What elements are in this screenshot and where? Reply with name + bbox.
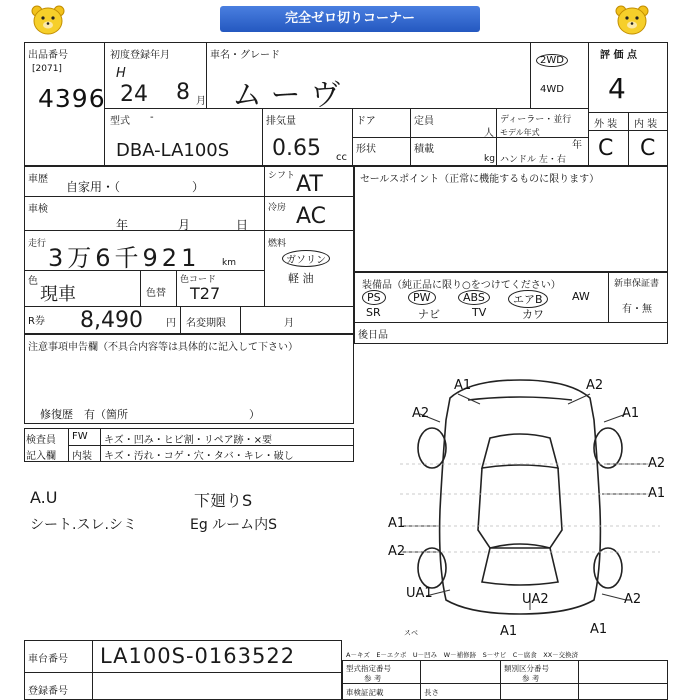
exterior-grade: C (598, 136, 614, 161)
diagram-under-label: スベ (404, 629, 418, 637)
equipment-item: PS (362, 290, 386, 305)
lot-sub: [2071] (32, 64, 62, 74)
damage-mark: A1 (648, 486, 666, 501)
equipment-item: AW (572, 290, 590, 303)
fuel-diesel: 軽 油 (288, 272, 314, 285)
equipment-item: ABS (458, 290, 490, 305)
diagram-marks (380, 350, 680, 640)
damage-mark: A2 (388, 544, 406, 559)
footer-category-num: 類別区分番号 (504, 664, 549, 673)
note-right-2: Eg ルーム内S (190, 517, 278, 533)
capacity-unit: 人 (484, 128, 494, 139)
footer-length: 長さ (424, 688, 439, 697)
color-value: 現車 (40, 284, 76, 305)
mileage-unit: km (222, 258, 236, 268)
model-year-label: モデル年式 (500, 128, 540, 137)
damage-mark: A2 (648, 456, 666, 471)
shape-label: 形状 (356, 144, 376, 155)
footer-ref-2: 参 考 (522, 674, 540, 683)
displacement-value: 0.65 (272, 136, 321, 161)
mileage-value: 3万6千921 (48, 244, 201, 272)
history-value: 自家用・（ ） (66, 180, 205, 194)
fuel-label: 燃料 (268, 239, 287, 249)
mileage-label: 走行 (28, 239, 47, 249)
name-change-label: 名変期限 (186, 318, 226, 329)
inspector-fw-items: キズ・凹み・ヒビ割・リペア跡・×要 (104, 435, 272, 446)
chassis-value: LA100S-0163522 (100, 644, 296, 668)
equipment-item: カワ (522, 308, 544, 321)
equipment-item: PW (408, 290, 436, 305)
capacity-label: 定員 (414, 116, 434, 127)
equipment-item: SR (366, 306, 381, 319)
damage-mark: A1 (388, 516, 406, 531)
year-unit: 年 (572, 140, 582, 151)
dealer-label: ディーラー・並行 (500, 115, 572, 125)
shift-label: シフト (268, 171, 296, 181)
displacement-label: 排気量 (266, 116, 296, 127)
car-name-label: 車名・グレード (210, 50, 280, 61)
lot-number: 4396 (38, 84, 106, 113)
damage-mark: UA1 (406, 586, 433, 601)
rating-label: 評 価 点 (600, 50, 637, 61)
exterior-label: 外 装 (594, 119, 618, 130)
damage-mark: A2 (624, 592, 642, 607)
aircon-label: 冷房 (268, 203, 287, 213)
handle-label: ハンドル 左・右 (500, 155, 566, 165)
first-reg-era: H (116, 66, 126, 81)
chassis-label: 車台番号 (28, 654, 68, 665)
inspector-fw: FW (72, 431, 88, 442)
inspector-label-2: 記入欄 (26, 451, 56, 462)
color-replaced-label: 色替 (146, 288, 166, 299)
load-label: 積載 (414, 144, 434, 155)
registration-label: 登録番号 (28, 686, 68, 697)
damage-mark: A2 (586, 378, 604, 393)
footer-type-num: 型式指定番号 (346, 664, 391, 673)
first-reg-year: 24 (120, 82, 148, 107)
inspection-day: 日 (236, 218, 249, 232)
inspection-year: 年 (116, 218, 129, 232)
inspection-month: 月 (178, 218, 191, 232)
damage-mark: UA2 (522, 592, 549, 607)
note-left-2: シート.スレ.シミ (30, 517, 137, 533)
door-label: ドア (356, 116, 376, 127)
equipment-item: エアB (508, 290, 548, 308)
inspection-label: 車検 (28, 204, 48, 215)
lot-label: 出品番号 (28, 50, 68, 61)
equipment-item: ナビ (418, 308, 440, 321)
drive-2wd: 2WD (536, 54, 568, 67)
teddy-bear-icon (612, 4, 652, 36)
legend: A－キズ E－エクボ U－凹み W－補修跡 S－サビ C－腐食 XX－交換済 (346, 651, 579, 659)
displacement-unit: cc (336, 152, 347, 163)
shift-value: AT (296, 172, 323, 197)
model-label: 型式 (110, 116, 130, 127)
note-right-1: 下廻りS (194, 491, 253, 510)
inspector-interior-items: キズ・汚れ・コゲ・穴・タバ・キレ・破し (104, 451, 294, 462)
first-reg-month: 8 (176, 80, 190, 105)
damage-mark: A1 (622, 406, 640, 421)
warranty-value: 有・無 (622, 304, 652, 315)
damage-mark: A1 (454, 378, 472, 393)
rating-value: 4 (608, 72, 626, 105)
name-change-unit: 月 (284, 318, 294, 329)
history-label: 車歴 (28, 174, 48, 185)
banner-text: 完全ゼロ切りコーナー (284, 11, 415, 26)
aircon-value: AC (296, 204, 327, 229)
color-code-value: T27 (190, 284, 221, 303)
note-left-1: A.U (30, 488, 58, 507)
damage-mark: A1 (500, 624, 518, 639)
footer-date: 車検証記載 (346, 688, 384, 697)
model-value: DBA-LA100S (116, 140, 230, 161)
color-code-label: 色コード (180, 275, 217, 285)
drive-4wd: 4WD (540, 84, 564, 95)
recycle-unit: 円 (166, 318, 176, 329)
interior-grade: C (640, 136, 656, 161)
footer-ref-1: 参 考 (364, 674, 382, 683)
notes-label: 注意事項申告欄（不具合内容等は具体的に記入して下さい） (28, 342, 298, 353)
equipment-label: 装備品（純正品に限り○をつけてください） (362, 280, 561, 291)
fuel-gasoline: ガソリン (282, 250, 330, 267)
damage-mark: A1 (590, 622, 608, 637)
equipment-grid (358, 290, 606, 322)
warranty-label: 新車保証書 (614, 279, 660, 289)
color-label: 色 (28, 276, 38, 287)
first-reg-month-unit: 月 (196, 96, 206, 107)
recycle-value: 8,490 (80, 308, 143, 333)
rear-seat-label: 後日品 (358, 330, 388, 341)
sales-point-label: セールスポイント（正常に機能するものに限ります） (360, 174, 600, 185)
inspector-interior: 内装 (72, 451, 92, 462)
repair-history: 修復歴 有（箇所 ） (40, 408, 260, 421)
inspector-label-1: 検査員 (26, 435, 56, 446)
interior-label: 内 装 (634, 119, 658, 130)
load-unit: kg (484, 154, 495, 164)
first-reg-label: 初度登録年月 (110, 50, 170, 61)
car-name-value: ムーヴ (232, 78, 351, 113)
model-dash: - (150, 112, 154, 123)
banner (220, 6, 480, 32)
recycle-label: R券 (28, 316, 45, 327)
damage-mark: A2 (412, 406, 430, 421)
teddy-bear-icon (28, 4, 68, 36)
equipment-item: TV (472, 306, 487, 319)
